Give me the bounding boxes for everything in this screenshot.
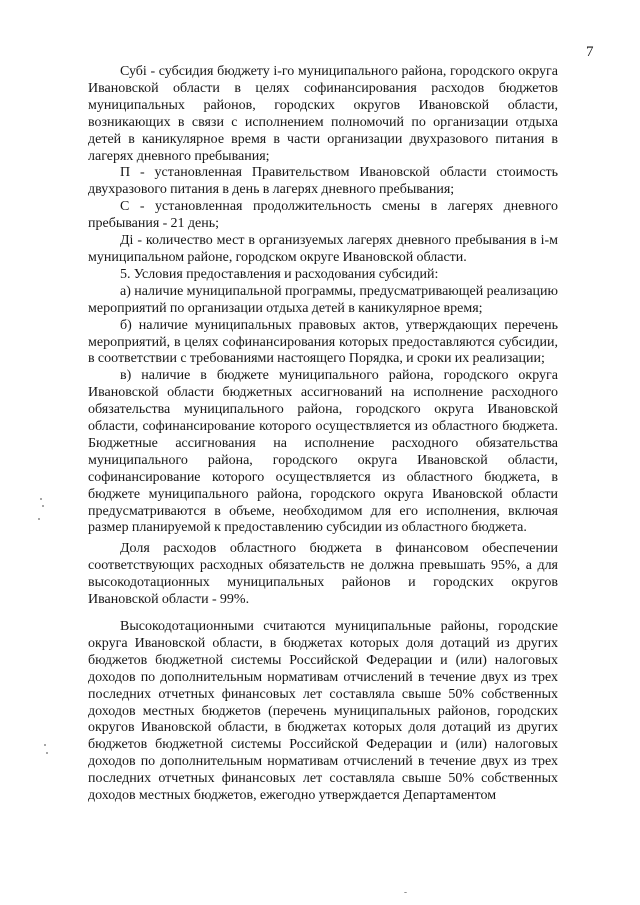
scan-speck [44,744,46,746]
document-body [88,64,558,805]
scan-speck [46,752,48,754]
paragraph-condition-a: а) наличие муниципальной программы, предусматривающей реализацию мероприятий по организации отдыха детей в каникулярное время; [88,283,558,316]
paragraph-places-count: Дi - количество мест в организуемых лагерях дневного пребывания в і-м муниципальном районе, городском округе Ивановской области. [88,233,558,265]
scan-speck [42,505,44,507]
paragraph-budget-share: Доля расходов областного бюджета в финансовом обеспечении соответствующих расходных обязательств не должна превышать 95%, а для высокодотационных муниципальных районов и городских округов Ивановской области - 99%. [88,541,558,608]
scan-speck [404,892,407,893]
paragraph-conditions-heading: 5. Условия предоставления и расходования субсидий: [120,266,439,282]
scan-speck [38,518,40,520]
paragraph-meal-cost: П - установленная Правительством Ивановской области стоимость двухразового питания в день в лагерях дневного пребывания; [88,165,558,198]
paragraph-high-subsidy-definition: Высокодотационными считаются муниципальные районы, городские округа Ивановской области, в бюджетах которых доля дотаций из других бюджетов бюджетной системы Российской Федерации и (или) налоговых доходов по дополнительным нормативам отчислений в течение двух из трех последних отчетных финансовых лет составляла свыше 50% собственных доходов местных бюджетов (перечень муниципальных районов, городских округов Ивановской области, в бюджетах которых доля дотаций из других бюджетов бюджетной системы Российской Федерации и (или) налоговых доходов по дополнительным нормативам отчислений в течение двух из трех последних отчетных финансовых лет составляла свыше 50% собственных доходов местных бюджетов, ежегодно утверждается Департаментом [88,619,558,804]
paragraph-subsidy-definition: Субі - субсидия бюджету і-го муниципального района, городского округа Ивановской области в целях софинансирования расходов бюджетов муниципальных районов, городских округов Ивановской области, возникающих в связи с исполнением полномочий по организации отдыха детей в каникулярное время в части организации двухразового питания в лагерях дневного пребывания; [88,64,558,164]
scan-speck [40,498,42,500]
paragraph-shift-duration: С - установленная продолжительность смены в лагерях дневного пребывания - 21 день; [88,199,558,232]
paragraph-condition-c: в) наличие в бюджете муниципального района, городского округа Ивановской области бюджетных ассигнований на исполнение расходного обязательства муниципального района, городского округа Ивановской области, софинансирование которого осуществляется из областного бюджета. Бюджетные ассигнования на исполнение расходного обязательства муниципального района, городского округа Ивановской области, софинансирование которого осуществляется из областного бюджета, в бюджете муниципального района, городского округа Ивановской области предусматриваются в объеме, необходимом для его исполнения, включая размер планируемой к предоставлению субсидии из областного бюджета. [88,368,558,536]
paragraph-condition-b: б) наличие муниципальных правовых актов, утверждающих перечень мероприятий, в целях софинансирования которых предоставляются субсидии, в соответствии с требованиями настоящего Порядка, и сроки их реализации; [88,317,558,367]
page-number: 7 [586,44,594,60]
